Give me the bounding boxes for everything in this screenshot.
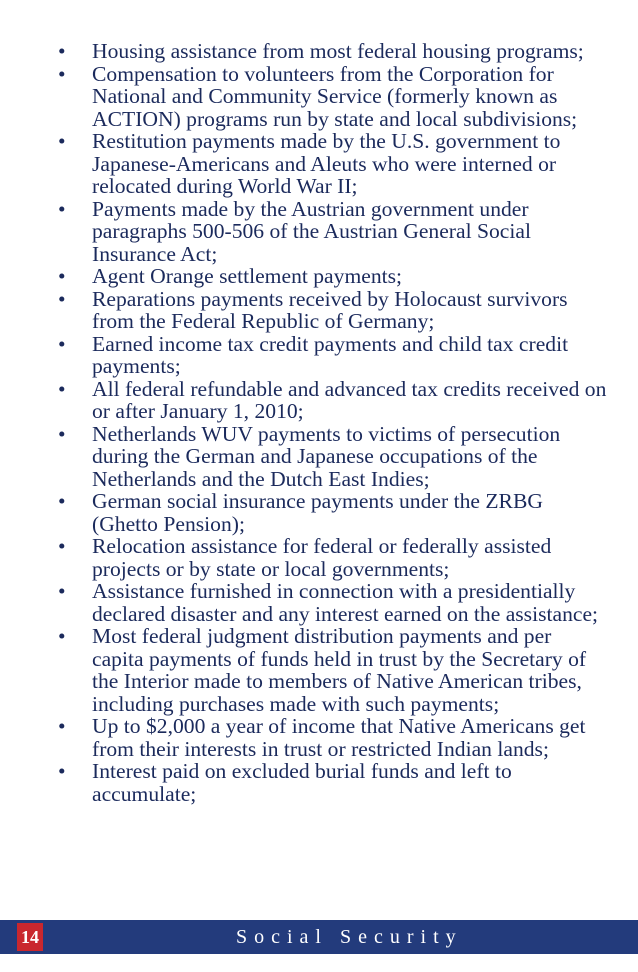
page-number-box — [0, 920, 60, 954]
list-item-text: Agent Orange settlement payments; — [92, 264, 403, 288]
bullet-list — [58, 40, 608, 805]
bullet-icon: • — [58, 264, 66, 288]
main-content — [58, 40, 608, 805]
list-item — [58, 760, 608, 805]
bullet-icon: • — [58, 534, 66, 558]
list-item-text: Relocation assistance for federal or federally assisted projects or by state or local governments; — [92, 534, 552, 581]
list-item-text: Payments made by the Austrian government under paragraphs 500-506 of the Austrian General Social Insurance Act; — [92, 196, 531, 266]
list-item — [58, 490, 608, 535]
list-item-text: Reparations payments received by Holocaust survivors from the Federal Republic of Germany; — [92, 286, 568, 333]
bullet-icon: • — [58, 61, 66, 86]
bullet-icon: • — [58, 196, 66, 221]
list-item-text: All federal refundable and advanced tax credits received on or after January 1, 2010; — [92, 376, 607, 423]
list-item-text: Most federal judgment distribution payments and per capita payments of funds held in trust by the Secretary of the Interior made to members of Native American tribes, including purchases made with such payments; — [92, 624, 587, 716]
list-item — [58, 198, 608, 266]
bullet-icon: • — [58, 286, 66, 311]
list-item — [58, 288, 608, 333]
list-item-text: Compensation to volunteers from the Corporation for National and Community Service (formerly known as ACTION) programs run by state and local subdivisions; — [92, 61, 578, 131]
bullet-icon: • — [58, 39, 66, 63]
list-item — [58, 580, 608, 625]
footer-title: Social Security — [236, 925, 463, 948]
list-item-text: Assistance furnished in connection with a presidentially declared disaster and any interest earned on the assistance; — [92, 579, 599, 626]
list-item — [58, 715, 608, 760]
bullet-icon: • — [58, 714, 66, 738]
page-number: 14 — [17, 923, 43, 951]
bullet-icon: • — [58, 421, 66, 446]
list-item — [58, 130, 608, 198]
list-item-text: Restitution payments made by the U.S. government to Japanese-Americans and Aleuts who were interned or relocated during World War II; — [92, 129, 561, 198]
list-item — [58, 265, 608, 288]
list-item-text: German social insurance payments under the ZRBG (Ghetto Pension); — [92, 489, 543, 536]
list-item-text: Housing assistance from most federal housing programs; — [92, 39, 584, 63]
bullet-icon: • — [58, 489, 66, 513]
list-item-text: Netherlands WUV payments to victims of persecution during the German and Japanese occupations of the Netherlands and the Dutch East Indies; — [92, 421, 561, 491]
bullet-icon: • — [58, 759, 66, 783]
list-item — [58, 333, 608, 378]
bullet-icon: • — [58, 331, 66, 356]
list-item-text: Up to $2,000 a year of income that Native Americans get from their interests in trust or restricted Indian lands; — [92, 714, 586, 761]
list-item — [58, 535, 608, 580]
list-item — [58, 378, 608, 423]
list-item — [58, 63, 608, 131]
bullet-icon: • — [58, 376, 66, 401]
list-item — [58, 625, 608, 715]
bullet-icon: • — [58, 624, 66, 648]
list-item — [58, 423, 608, 491]
list-item — [58, 40, 608, 63]
bullet-icon: • — [58, 579, 66, 603]
list-item-text: Interest paid on excluded burial funds and left to accumulate; — [92, 759, 512, 806]
list-item-text: Earned income tax credit payments and child tax credit payments; — [92, 331, 569, 378]
bullet-icon: • — [58, 129, 66, 153]
